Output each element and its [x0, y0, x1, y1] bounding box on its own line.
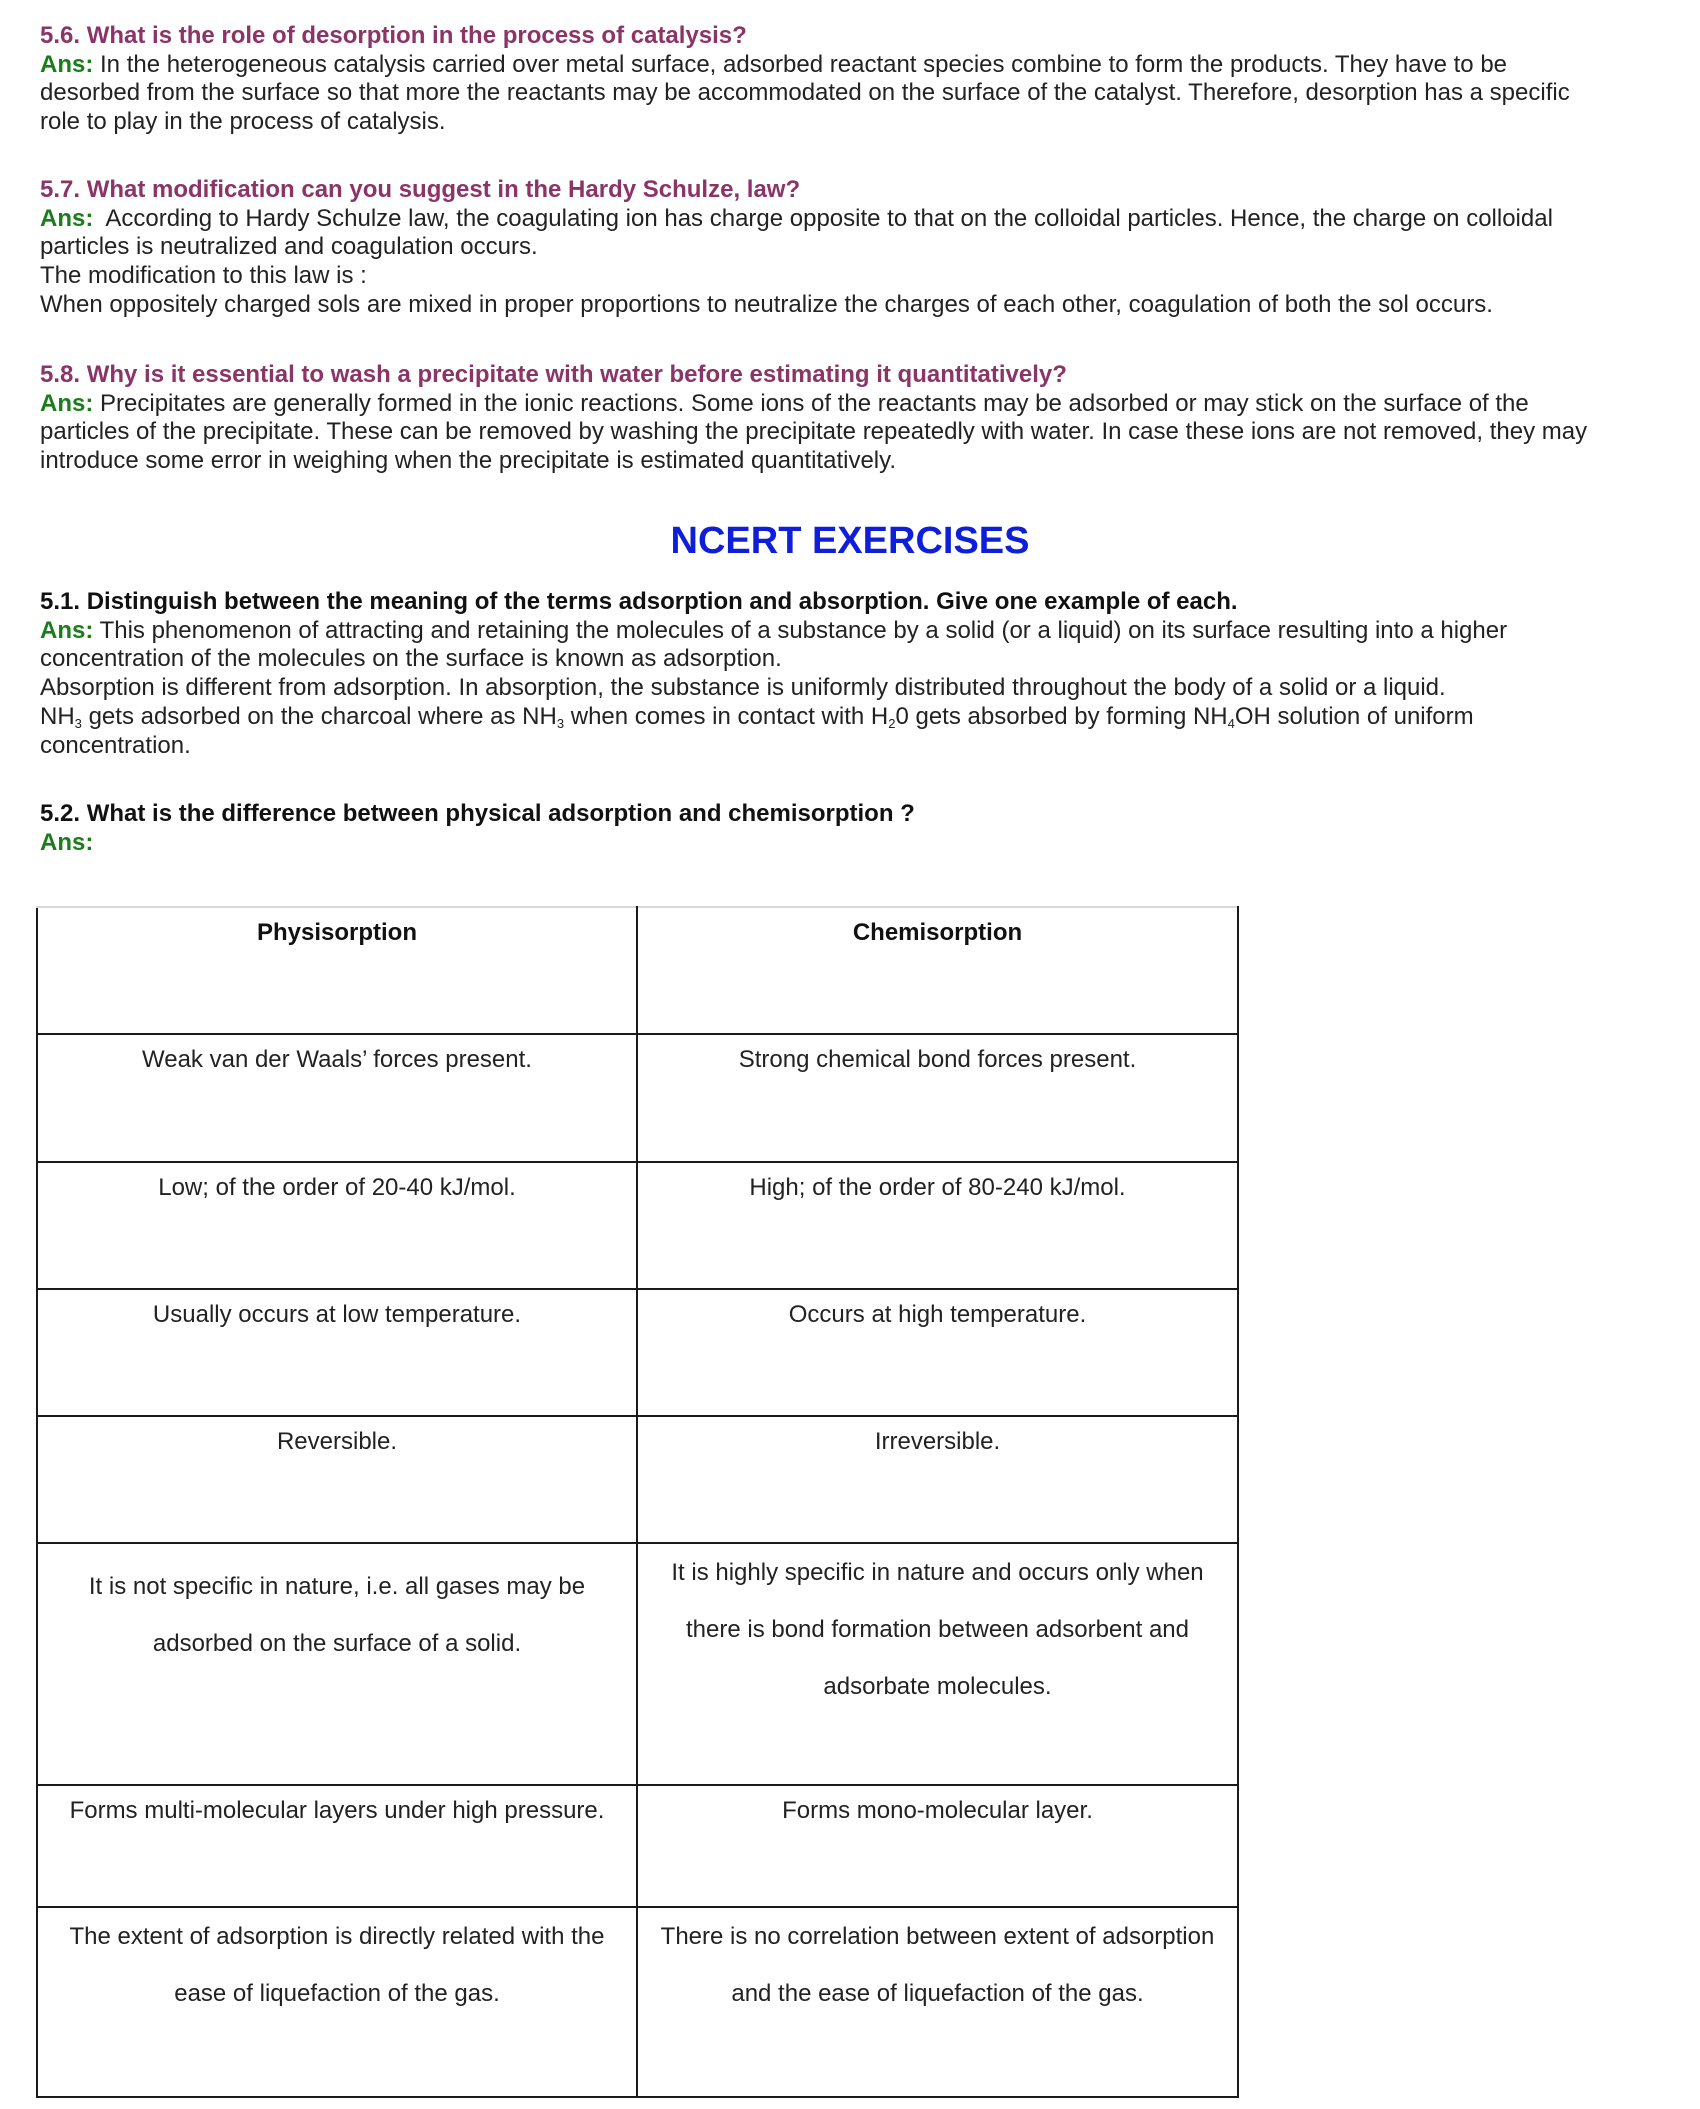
qa-5-1	[40, 588, 1680, 760]
cell-line: there is bond formation between adsorbent and	[685, 1616, 1189, 1643]
table-cell: Weak van der Waals’ forces present.	[37, 1034, 637, 1162]
table-cell: Forms mono-molecular layer.	[637, 1785, 1238, 1907]
answer-5-7-line-3: The modification to this law is :	[40, 262, 367, 290]
table-row	[37, 1289, 1238, 1416]
table-cell: Reversible.	[37, 1416, 637, 1543]
cell-line: The extent of adsorption is directly related with the	[69, 1923, 605, 1950]
table-cell: Low; of the order of 20-40 kJ/mol.	[37, 1162, 637, 1289]
answer-5-8-line-3: introduce some error in weighing when the precipitate is estimated quantitatively.	[40, 447, 897, 475]
formula-text: 0 gets absorbed by forming NH	[895, 702, 1228, 730]
cell-line: ease of liquefaction of the gas.	[174, 1980, 500, 2007]
answer-5-8-line-2: particles of the precipitate. These can be removed by washing the precipitate repeatedly with water. In case these ions are not removed, they may	[40, 418, 1588, 446]
table-cell	[37, 1543, 637, 1785]
table-cell	[637, 1543, 1238, 1785]
header-chemisorption: Chemisorption	[637, 907, 1238, 1034]
table-cell: Forms multi-molecular layers under high pressure.	[37, 1785, 637, 1907]
cell-line: There is no correlation between extent of adsorption	[660, 1923, 1215, 1950]
answer-5-6-line-1	[40, 51, 1680, 80]
answer-label: Ans:	[40, 204, 94, 232]
table-cell: Occurs at high temperature.	[637, 1289, 1238, 1416]
comparison-table	[36, 906, 1239, 2098]
answer-label: Ans:	[40, 50, 94, 78]
cell-line: adsorbate molecules.	[823, 1673, 1052, 1700]
answer-5-1-line-last: concentration.	[40, 731, 191, 759]
question-5-1: 5.1. Distinguish between the meaning of the terms adsorption and absorption. Give one example of each.	[40, 588, 1238, 615]
answer-text: Precipitates are generally formed in the ionic reactions. Some ions of the reactants may be adsorbed or may stick on the surface of the	[93, 389, 1529, 417]
cell-line: It is highly specific in nature and occurs only when	[671, 1559, 1204, 1586]
subscript: 2	[888, 715, 896, 731]
subscript: 3	[556, 715, 565, 731]
answer-text: This phenomenon of attracting and retaining the molecules of a substance by a solid (or a liquid) on its surface resulting into a higher	[93, 616, 1508, 644]
answer-text: In the heterogeneous catalysis carried over metal surface, adsorbed reactant species combine to form the products. They have to be	[93, 50, 1508, 78]
answer-5-1-formula-line	[40, 703, 1680, 732]
answer-5-7-line-2: particles is neutralized and coagulation occurs.	[40, 233, 538, 261]
question-5-7: 5.7. What modification can you suggest in the Hardy Schulze, law?	[40, 176, 801, 203]
answer-5-1-line-3: Absorption is different from adsorption. In absorption, the substance is uniformly distributed throughout the body of a solid or a liquid.	[40, 674, 1446, 702]
subscript: 4	[1227, 715, 1235, 731]
table-row	[37, 1907, 1238, 2097]
question-5-6: 5.6. What is the role of desorption in the process of catalysis?	[40, 22, 747, 49]
table-row	[37, 1034, 1238, 1162]
subscript: 3	[74, 715, 82, 731]
table-cell: Usually occurs at low temperature.	[37, 1289, 637, 1416]
answer-text: According to Hardy Schulze law, the coagulating ion has charge opposite to that on the colloidal particles. Hence, the charge on colloidal	[93, 204, 1553, 232]
formula-text: gets adsorbed on the charcoal where as NH	[81, 702, 557, 730]
qa-5-8	[40, 361, 1680, 476]
cell-line: adsorbed on the surface of a solid.	[152, 1630, 522, 1657]
cell-line: and the ease of liquefaction of the gas.	[731, 1980, 1144, 2007]
answer-label: Ans:	[40, 389, 94, 417]
section-heading: NCERT EXERCISES	[670, 520, 1030, 562]
qa-5-2	[40, 800, 1680, 857]
answer-5-7-line-1	[40, 205, 1680, 234]
table-cell	[637, 1907, 1238, 2097]
table-cell: High; of the order of 80-240 kJ/mol.	[637, 1162, 1238, 1289]
question-5-8: 5.8. Why is it essential to wash a precipitate with water before estimating it quantitatively?	[40, 361, 1067, 388]
table-cell: Strong chemical bond forces present.	[637, 1034, 1238, 1162]
answer-5-1-line-2: concentration of the molecules on the surface is known as adsorption.	[40, 645, 782, 673]
table-header-row	[37, 907, 1238, 1034]
formula-text: NH	[40, 702, 75, 730]
table-row	[37, 1543, 1238, 1785]
table-cell	[37, 1907, 637, 2097]
answer-5-8-line-1	[40, 390, 1680, 419]
question-5-2: 5.2. What is the difference between physical adsorption and chemisorption ?	[40, 800, 915, 827]
formula-text: OH solution of uniform	[1234, 702, 1474, 730]
formula-text: when comes in contact with H	[564, 702, 889, 730]
answer-label: Ans:	[40, 828, 94, 856]
answer-5-6-line-2: desorbed from the surface so that more the reactants may be accommodated on the surface of the catalyst. Therefore, desorption has a specific	[40, 79, 1570, 107]
answer-label: Ans:	[40, 616, 94, 644]
table-row	[37, 1785, 1238, 1907]
table-row	[37, 1162, 1238, 1289]
table-row	[37, 1416, 1238, 1543]
answer-5-1-line-1	[40, 617, 1680, 646]
answer-5-6-line-3: role to play in the process of catalysis.	[40, 108, 446, 136]
qa-5-6	[40, 22, 1680, 137]
table-cell: Irreversible.	[637, 1416, 1238, 1543]
header-physisorption: Physisorption	[37, 907, 637, 1034]
qa-5-7	[40, 176, 1680, 320]
answer-5-7-line-4: When oppositely charged sols are mixed in proper proportions to neutralize the charges of each other, coagulation of both the sol occurs.	[40, 290, 1493, 318]
cell-line: It is not specific in nature, i.e. all gases may be	[88, 1573, 586, 1600]
